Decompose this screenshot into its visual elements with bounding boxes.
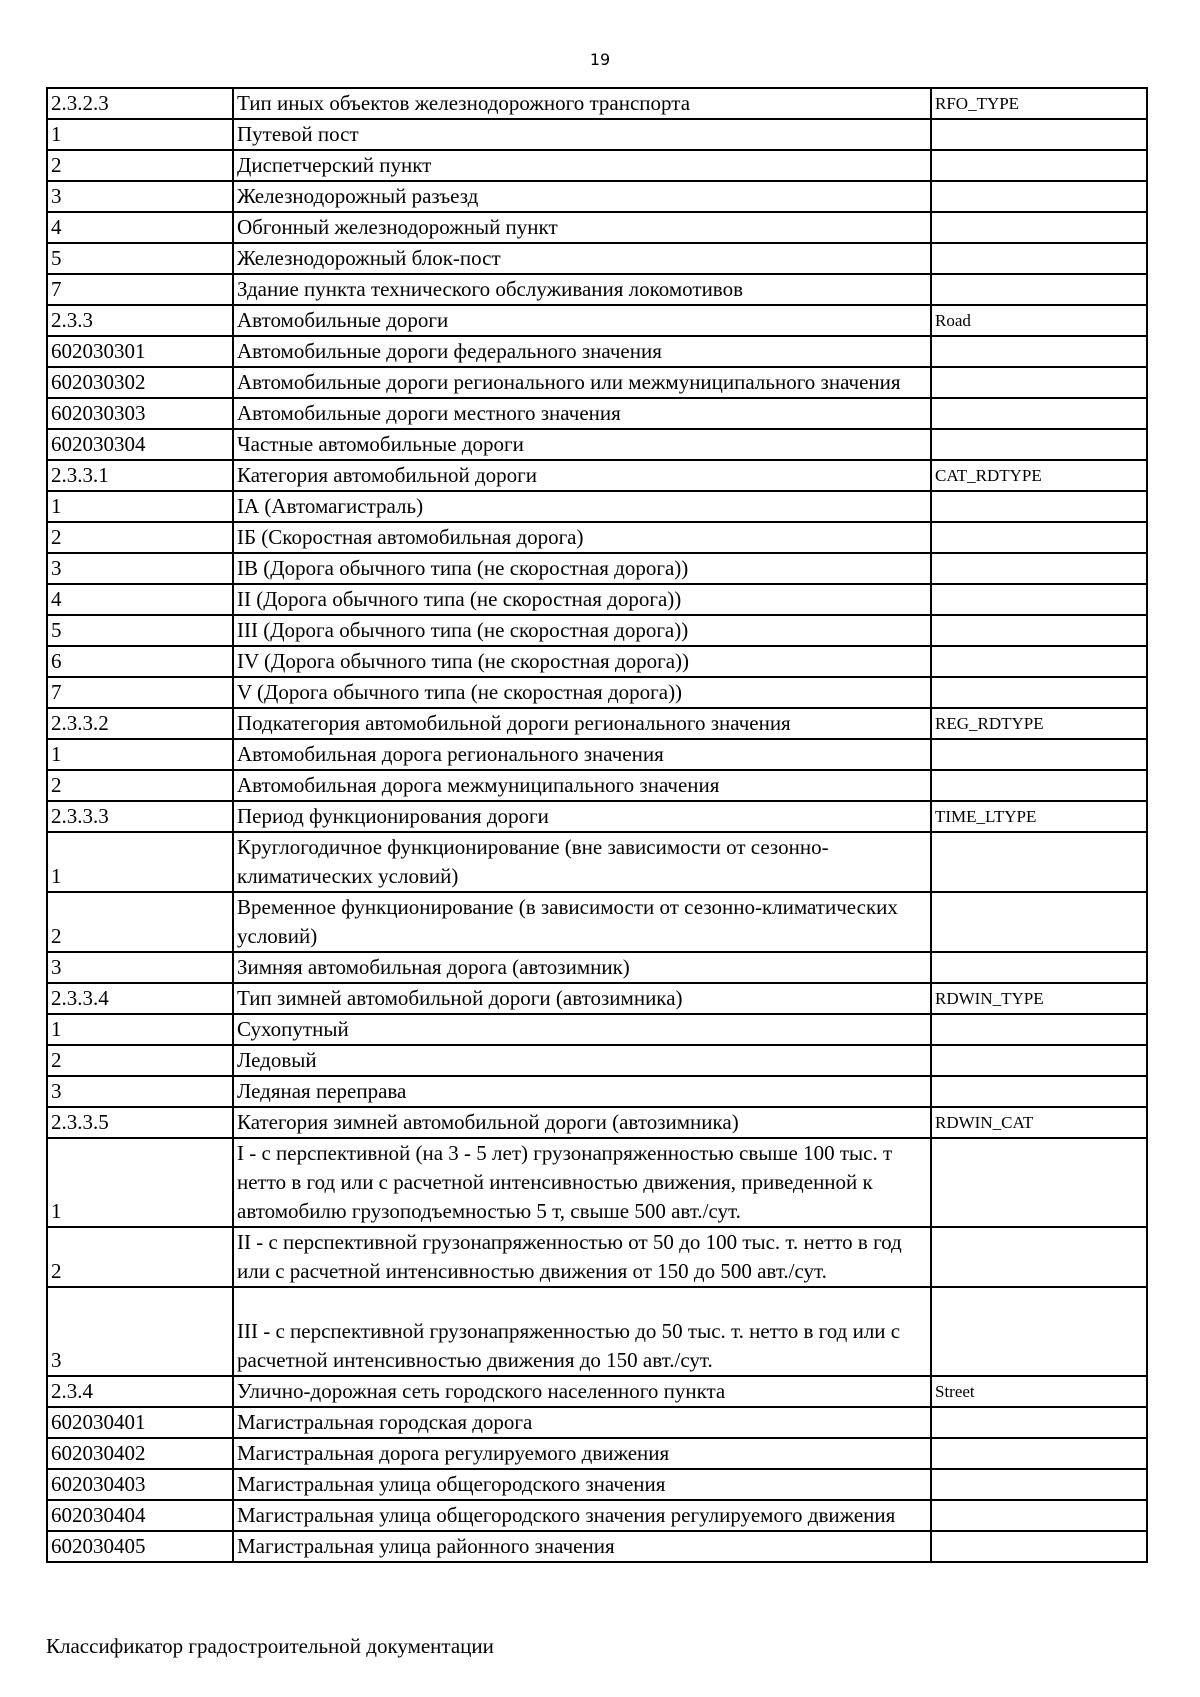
row-attribute xyxy=(931,1227,1147,1287)
table-row xyxy=(47,491,1147,522)
row-name: III (Дорога обычного типа (не скоростная дорога)) xyxy=(233,615,931,646)
row-attribute xyxy=(931,677,1147,708)
row-code: 602030302 xyxy=(47,367,233,398)
row-code: 2 xyxy=(47,1045,233,1076)
row-attribute xyxy=(931,739,1147,770)
row-attribute xyxy=(931,181,1147,212)
table-row xyxy=(47,1287,1147,1376)
row-code: 2.3.4 xyxy=(47,1376,233,1407)
row-code: 1 xyxy=(47,1138,233,1227)
table-row xyxy=(47,615,1147,646)
row-attribute xyxy=(931,1531,1147,1562)
row-attribute: RDWIN_TYPE xyxy=(931,983,1147,1014)
row-code: 6 xyxy=(47,646,233,677)
row-name: IV (Дорога обычного типа (не скоростная дорога)) xyxy=(233,646,931,677)
row-code: 1 xyxy=(47,739,233,770)
row-name: Период функционирования дороги xyxy=(233,801,931,832)
row-name: Автомобильные дороги регионального или межмуниципального значения xyxy=(233,367,931,398)
row-code: 602030404 xyxy=(47,1500,233,1531)
table-row xyxy=(47,522,1147,553)
row-attribute: RDWIN_CAT xyxy=(931,1107,1147,1138)
row-name: I - с перспективной (на 3 - 5 лет) грузонапряженностью свыше 100 тыс. т нетто в год или с расчетной интенсивностью движения, приведенной к автомобилю грузоподъемностью 5 т, свыше 500 авт./сут. xyxy=(233,1138,931,1227)
classifier-table xyxy=(46,87,1148,1563)
row-attribute: Road xyxy=(931,305,1147,336)
row-code: 2.3.3.4 xyxy=(47,983,233,1014)
row-attribute: RFO_TYPE xyxy=(931,88,1147,119)
row-code: 602030301 xyxy=(47,336,233,367)
row-attribute xyxy=(931,429,1147,460)
row-code: 2 xyxy=(47,150,233,181)
table-row xyxy=(47,1014,1147,1045)
table-row xyxy=(47,305,1147,336)
row-code: 1 xyxy=(47,832,233,892)
row-code: 4 xyxy=(47,584,233,615)
table-row xyxy=(47,243,1147,274)
row-name: III - с перспективной грузонапряженностью до 50 тыс. т. нетто в год или с расчетной интенсивностью движения до 150 авт./сут. xyxy=(233,1287,931,1376)
row-code: 5 xyxy=(47,615,233,646)
row-name: Автомобильные дороги местного значения xyxy=(233,398,931,429)
row-name: Тип зимней автомобильной дороги (автозимника) xyxy=(233,983,931,1014)
row-name: V (Дорога обычного типа (не скоростная дорога)) xyxy=(233,677,931,708)
table-row xyxy=(47,739,1147,770)
row-attribute xyxy=(931,646,1147,677)
table-row xyxy=(47,1076,1147,1107)
row-code: 2.3.3.3 xyxy=(47,801,233,832)
row-code: 602030303 xyxy=(47,398,233,429)
row-attribute xyxy=(931,491,1147,522)
row-code: 1 xyxy=(47,491,233,522)
row-code: 2 xyxy=(47,1227,233,1287)
table-row xyxy=(47,553,1147,584)
row-name: Подкатегория автомобильной дороги регионального значения xyxy=(233,708,931,739)
row-attribute xyxy=(931,1138,1147,1227)
row-attribute xyxy=(931,522,1147,553)
row-name: Магистральная городская дорога xyxy=(233,1407,931,1438)
row-name: Круглогодичное функционирование (вне зависимости от сезонно-климатических условий) xyxy=(233,832,931,892)
row-name: Магистральная улица общегородского значения регулируемого движения xyxy=(233,1500,931,1531)
row-attribute xyxy=(931,398,1147,429)
row-code: 602030403 xyxy=(47,1469,233,1500)
table-row xyxy=(47,892,1147,952)
row-attribute: TIME_LTYPE xyxy=(931,801,1147,832)
row-code: 3 xyxy=(47,1287,233,1376)
row-attribute xyxy=(931,770,1147,801)
row-attribute xyxy=(931,1014,1147,1045)
table-row xyxy=(47,398,1147,429)
row-code: 602030405 xyxy=(47,1531,233,1562)
table-row xyxy=(47,952,1147,983)
row-name: IА (Автомагистраль) xyxy=(233,491,931,522)
row-name: Путевой пост xyxy=(233,119,931,150)
row-attribute xyxy=(931,1076,1147,1107)
page-number: 19 xyxy=(589,50,611,69)
row-name: Улично-дорожная сеть городского населенного пункта xyxy=(233,1376,931,1407)
row-code: 3 xyxy=(47,952,233,983)
row-attribute xyxy=(931,274,1147,305)
row-attribute xyxy=(931,1045,1147,1076)
row-name: Автомобильные дороги федерального значения xyxy=(233,336,931,367)
table-row xyxy=(47,460,1147,491)
row-code: 3 xyxy=(47,553,233,584)
row-name: Магистральная улица общегородского значения xyxy=(233,1469,931,1500)
row-code: 2 xyxy=(47,770,233,801)
row-code: 2 xyxy=(47,522,233,553)
row-attribute xyxy=(931,584,1147,615)
table-row xyxy=(47,1045,1147,1076)
row-name: IВ (Дорога обычного типа (не скоростная дорога)) xyxy=(233,553,931,584)
row-code: 602030401 xyxy=(47,1407,233,1438)
row-attribute xyxy=(931,892,1147,952)
row-name: II - с перспективной грузонапряженностью от 50 до 100 тыс. т. нетто в год или с расчетной интенсивностью движения от 150 до 500 авт./сут. xyxy=(233,1227,931,1287)
row-attribute xyxy=(931,1407,1147,1438)
row-name: Обгонный железнодорожный пункт xyxy=(233,212,931,243)
row-name: Частные автомобильные дороги xyxy=(233,429,931,460)
row-name: Категория автомобильной дороги xyxy=(233,460,931,491)
row-code: 1 xyxy=(47,1014,233,1045)
row-name: Магистральная дорога регулируемого движения xyxy=(233,1438,931,1469)
row-code: 1 xyxy=(47,119,233,150)
row-attribute: CAT_RDTYPE xyxy=(931,460,1147,491)
row-code: 2 xyxy=(47,892,233,952)
table-row xyxy=(47,181,1147,212)
table-row xyxy=(47,1138,1147,1227)
table-row xyxy=(47,1227,1147,1287)
row-attribute xyxy=(931,1438,1147,1469)
row-name: Здание пункта технического обслуживания локомотивов xyxy=(233,274,931,305)
row-code: 7 xyxy=(47,274,233,305)
table-row xyxy=(47,1500,1147,1531)
classifier-table-body xyxy=(47,88,1147,1562)
table-row xyxy=(47,88,1147,119)
row-attribute xyxy=(931,1500,1147,1531)
row-attribute: Street xyxy=(931,1376,1147,1407)
table-row xyxy=(47,801,1147,832)
row-name: Зимняя автомобильная дорога (автозимник) xyxy=(233,952,931,983)
row-code: 2.3.3.5 xyxy=(47,1107,233,1138)
row-code: 5 xyxy=(47,243,233,274)
row-code: 2.3.2.3 xyxy=(47,88,233,119)
row-code: 2.3.3.1 xyxy=(47,460,233,491)
row-name: II (Дорога обычного типа (не скоростная дорога)) xyxy=(233,584,931,615)
row-attribute xyxy=(931,243,1147,274)
table-row xyxy=(47,1407,1147,1438)
row-attribute xyxy=(931,119,1147,150)
table-row xyxy=(47,708,1147,739)
row-code: 3 xyxy=(47,1076,233,1107)
row-name: Автомобильная дорога межмуниципального значения xyxy=(233,770,931,801)
table-row xyxy=(47,1531,1147,1562)
table-row xyxy=(47,983,1147,1014)
row-attribute xyxy=(931,1469,1147,1500)
row-name: Сухопутный xyxy=(233,1014,931,1045)
table-row xyxy=(47,336,1147,367)
row-code: 7 xyxy=(47,677,233,708)
row-name: Ледовый xyxy=(233,1045,931,1076)
table-row xyxy=(47,1469,1147,1500)
table-row xyxy=(47,150,1147,181)
table-row xyxy=(47,584,1147,615)
page-footer: Классификатор градостроительной документации xyxy=(46,1634,494,1658)
row-name: Автомобильная дорога регионального значения xyxy=(233,739,931,770)
table-row xyxy=(47,274,1147,305)
row-attribute xyxy=(931,367,1147,398)
row-code: 4 xyxy=(47,212,233,243)
row-name: IБ (Скоростная автомобильная дорога) xyxy=(233,522,931,553)
row-attribute xyxy=(931,150,1147,181)
row-attribute xyxy=(931,615,1147,646)
row-name: Диспетчерский пункт xyxy=(233,150,931,181)
row-name: Временное функционирование (в зависимости от сезонно-климатических условий) xyxy=(233,892,931,952)
row-code: 602030304 xyxy=(47,429,233,460)
table-row xyxy=(47,367,1147,398)
table-row xyxy=(47,1107,1147,1138)
row-code: 602030402 xyxy=(47,1438,233,1469)
row-name: Автомобильные дороги xyxy=(233,305,931,336)
row-code: 2.3.3.2 xyxy=(47,708,233,739)
table-row xyxy=(47,119,1147,150)
table-row xyxy=(47,1376,1147,1407)
row-attribute xyxy=(931,952,1147,983)
table-row xyxy=(47,1438,1147,1469)
row-name: Железнодорожный разъезд xyxy=(233,181,931,212)
row-attribute xyxy=(931,832,1147,892)
row-name: Железнодорожный блок-пост xyxy=(233,243,931,274)
row-attribute xyxy=(931,336,1147,367)
table-row xyxy=(47,677,1147,708)
table-row xyxy=(47,832,1147,892)
row-name: Тип иных объектов железнодорожного транспорта xyxy=(233,88,931,119)
table-row xyxy=(47,429,1147,460)
table-row xyxy=(47,212,1147,243)
row-attribute xyxy=(931,1287,1147,1376)
table-row xyxy=(47,646,1147,677)
row-attribute: REG_RDTYPE xyxy=(931,708,1147,739)
row-name: Категория зимней автомобильной дороги (автозимника) xyxy=(233,1107,931,1138)
row-code: 3 xyxy=(47,181,233,212)
row-attribute xyxy=(931,212,1147,243)
row-code: 2.3.3 xyxy=(47,305,233,336)
row-name: Ледяная переправа xyxy=(233,1076,931,1107)
table-row xyxy=(47,770,1147,801)
row-attribute xyxy=(931,553,1147,584)
row-name: Магистральная улица районного значения xyxy=(233,1531,931,1562)
